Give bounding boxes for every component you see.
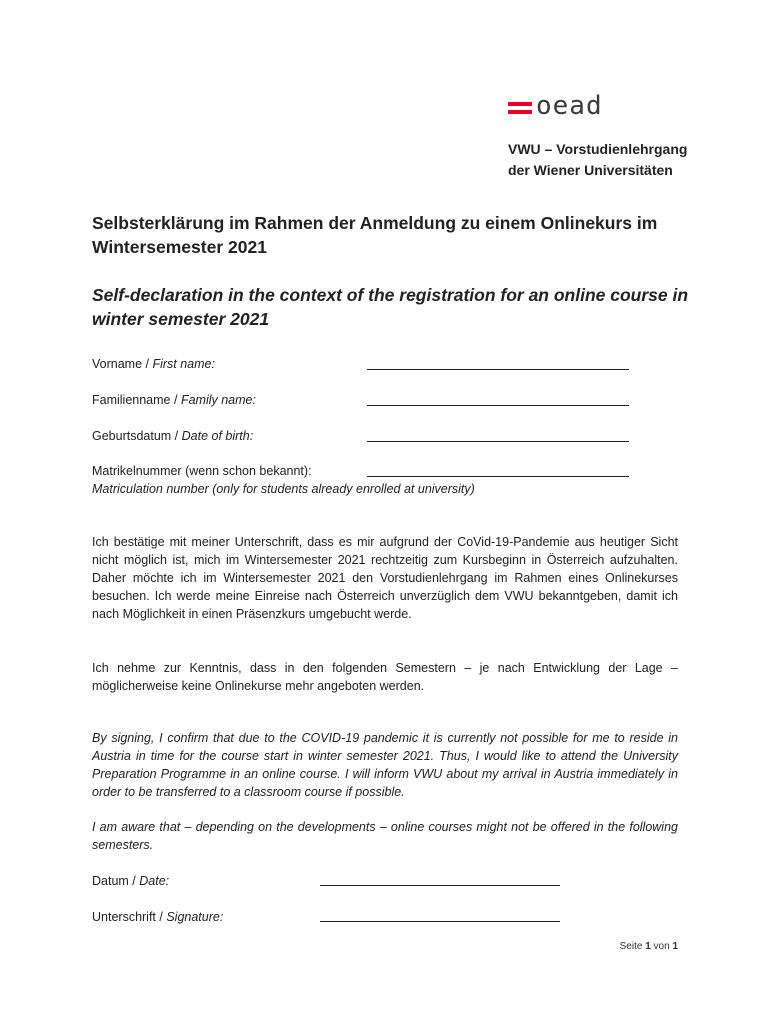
signature-label: Unterschrift / Signature: — [92, 910, 224, 924]
paragraph-en-2: I am aware that – depending on the developments – online courses might not be offered in the following semesters. — [92, 820, 678, 852]
first-name-line[interactable] — [367, 369, 629, 370]
paragraph-de-2: Ich nehme zur Kenntnis, dass in den folgenden Semestern – je nach Entwicklung der Lage – möglicherweise keine Onlinekurse mehr angeboten werden. — [92, 661, 678, 693]
matriculation-note: Matriculation number (only for students already enrolled at university) — [92, 482, 475, 496]
family-name-line[interactable] — [367, 405, 629, 406]
date-line[interactable] — [320, 885, 560, 886]
logo-text: oead — [536, 91, 603, 121]
paragraph-en-1: By signing, I confirm that due to the COVID-19 pandemic it is currently not possible for me to reside in Austria in time for the course start in winter semester 2021. Thus, I would like to attend the University Preparation Programme in an online course. I will inform VWU about my arrival in Austria immediately in order to be transferred to a classroom course if possible. — [92, 731, 678, 799]
field-label-first-name: Vorname / First name: — [92, 357, 215, 371]
oead-logo — [508, 91, 608, 124]
title-german: Selbsterklärung im Rahmen der Anmeldung zu einem Onlinekurs im Wintersemester 2021 — [92, 213, 658, 257]
paragraph-de-1: Ich bestätige mit meiner Unterschrift, dass es mir aufgrund der CoVid-19-Pandemie aus heutiger Sicht nicht möglich ist, mich im Wintersemester 2021 rechtzeitig zum Kursbeginn in Österreich aufzuhalten. Daher möchte ich im Wintersemester 2021 den Vorstudienlehrgang im Rahmen eines Onlinekurses besuchen. Ich werde meine Einreise nach Österreich unverzüglich dem VWU bekanntgeben, damit ich nach Möglichkeit in einen Präsenzkurs umgebucht werde. — [92, 535, 678, 621]
date-of-birth-line[interactable] — [367, 441, 629, 442]
date-label: Datum / Date: — [92, 874, 170, 888]
austria-flag-icon — [508, 100, 532, 116]
title-english: Self-declaration in the context of the registration for an online course in winter semester 2021 — [92, 285, 689, 329]
field-label-family-name: Familienname / Family name: — [92, 393, 256, 407]
organization-line-2: der Wiener Universitäten — [508, 162, 673, 178]
field-label-date-of-birth: Geburtsdatum / Date of birth: — [92, 429, 254, 443]
organization-line-1: VWU – Vorstudienlehrgang — [508, 141, 688, 157]
page-number: Seite 1 von 1 — [619, 941, 678, 952]
matriculation-line[interactable] — [367, 476, 629, 477]
signature-line[interactable] — [320, 921, 560, 922]
field-label-matriculation: Matrikelnummer (wenn schon bekannt): — [92, 464, 312, 478]
organization-name — [508, 139, 687, 181]
